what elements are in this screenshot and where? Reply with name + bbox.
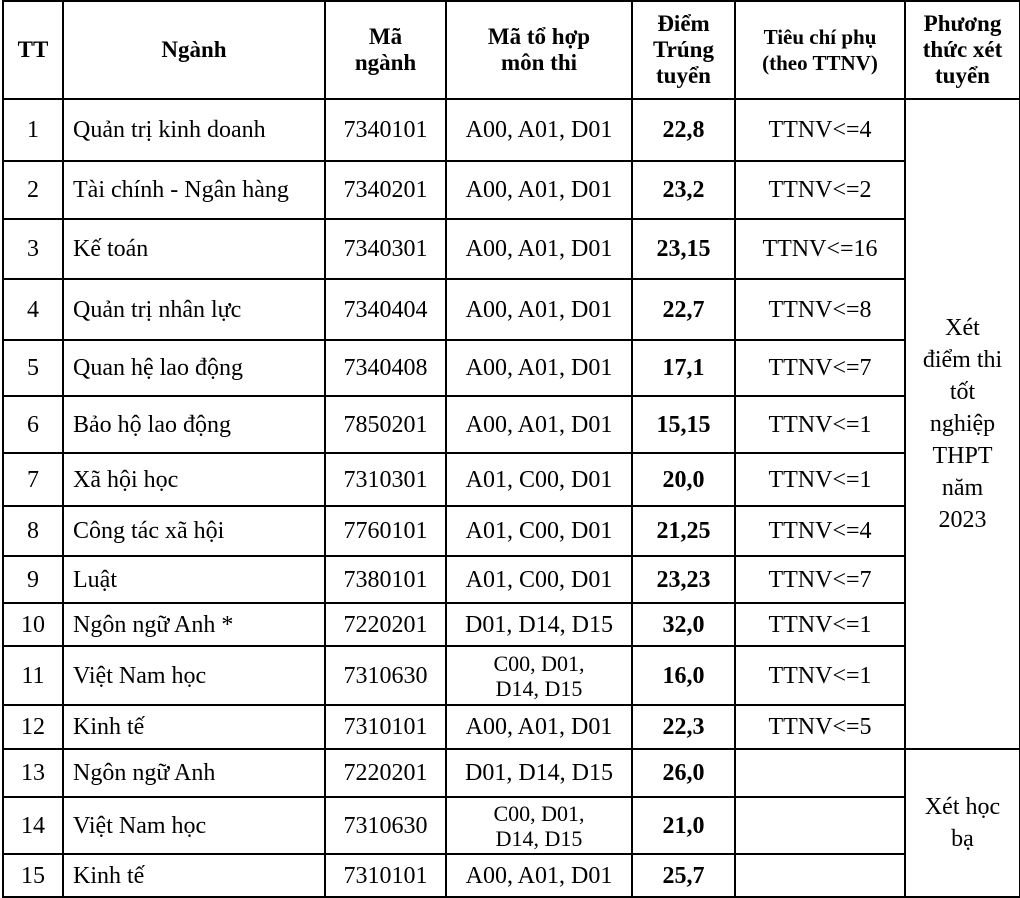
row-ttnv: TTNV<=1 — [735, 396, 905, 453]
row-diem: 17,1 — [632, 340, 735, 396]
row-ttnv — [735, 854, 905, 897]
row-ma-nganh: 7310101 — [325, 854, 446, 897]
row-nganh: Tài chính - Ngân hàng — [63, 161, 325, 219]
to-hop-line: D14, D15 — [495, 675, 583, 701]
table-row — [3, 279, 1020, 340]
row-to-hop — [446, 340, 632, 396]
to-hop-line: A01, C00, D01 — [465, 566, 613, 593]
method-line: bạ — [951, 826, 974, 852]
header-nganh: Ngành — [63, 1, 325, 99]
to-hop-line: A01, C00, D01 — [465, 518, 613, 544]
header-tieu-chi: Tiêu chí phụ (theo TTNV) — [735, 1, 905, 99]
to-hop-line: A00, A01, D01 — [465, 355, 613, 381]
row-nganh: Việt Nam học — [63, 797, 325, 854]
table-row — [3, 797, 1020, 854]
row-to-hop — [446, 219, 632, 279]
to-hop-line: D14, D15 — [495, 825, 583, 851]
to-hop-line: A00, A01, D01 — [465, 862, 613, 889]
row-ttnv: TTNV<=1 — [735, 646, 905, 705]
header-phuong-thuc: Phương thức xét tuyển — [905, 1, 1020, 99]
row-diem: 22,7 — [632, 279, 735, 340]
row-tt: 2 — [3, 161, 63, 219]
row-diem: 20,0 — [632, 453, 735, 506]
to-hop-line: A00, A01, D01 — [465, 177, 613, 203]
row-diem: 21,0 — [632, 797, 735, 854]
row-tt: 9 — [3, 556, 63, 603]
to-hop-line: C00, D01, — [493, 650, 585, 676]
row-diem: 21,25 — [632, 506, 735, 556]
row-nganh: Luật — [63, 556, 325, 603]
to-hop-line: D01, D14, D15 — [465, 611, 613, 638]
row-to-hop — [446, 603, 632, 646]
row-tt: 4 — [3, 279, 63, 340]
row-diem: 25,7 — [632, 854, 735, 897]
to-hop-line: A01, C00, D01 — [465, 466, 613, 493]
row-tt: 5 — [3, 340, 63, 396]
row-ma-nganh: 7340201 — [325, 161, 446, 219]
row-diem: 23,23 — [632, 556, 735, 603]
table-row — [3, 99, 1020, 161]
to-hop-line: A00, A01, D01 — [465, 236, 613, 262]
row-to-hop — [446, 797, 632, 854]
table-row — [3, 646, 1020, 705]
row-tt: 14 — [3, 797, 63, 854]
table-row — [3, 556, 1020, 603]
row-ma-nganh: 7220201 — [325, 749, 446, 797]
row-to-hop — [446, 279, 632, 340]
table-row — [3, 453, 1020, 506]
table-row — [3, 603, 1020, 646]
method-line: Xét — [945, 315, 980, 341]
to-hop-line: A00, A01, D01 — [465, 296, 613, 323]
row-diem: 26,0 — [632, 749, 735, 797]
header-row — [3, 1, 1020, 99]
row-ma-nganh: 7310630 — [325, 797, 446, 854]
method-line: điểm thi — [922, 347, 1003, 373]
row-ma-nganh: 7340404 — [325, 279, 446, 340]
row-ma-nganh: 7380101 — [325, 556, 446, 603]
row-tt: 15 — [3, 854, 63, 897]
row-nganh: Bảo hộ lao động — [63, 396, 325, 453]
to-hop-line: D01, D14, D15 — [465, 760, 613, 786]
row-ma-nganh: 7310101 — [325, 705, 446, 749]
row-to-hop — [446, 453, 632, 506]
row-tt: 12 — [3, 705, 63, 749]
row-to-hop — [446, 161, 632, 219]
table-row — [3, 506, 1020, 556]
table-row — [3, 219, 1020, 279]
row-ma-nganh: 7220201 — [325, 603, 446, 646]
row-ma-nganh: 7340101 — [325, 99, 446, 161]
row-tt: 8 — [3, 506, 63, 556]
row-nganh: Ngôn ngữ Anh — [63, 749, 325, 797]
admission-score-table — [2, 0, 1020, 898]
row-ma-nganh: 7310301 — [325, 453, 446, 506]
table-row — [3, 396, 1020, 453]
row-to-hop — [446, 396, 632, 453]
table-row — [3, 340, 1020, 396]
row-diem: 23,15 — [632, 219, 735, 279]
row-nganh: Ngôn ngữ Anh * — [63, 603, 325, 646]
row-to-hop — [446, 749, 632, 797]
row-tt: 3 — [3, 219, 63, 279]
method-line: Xét học — [924, 794, 1001, 820]
row-to-hop — [446, 646, 632, 705]
header-diem: Điểm Trúng tuyển — [632, 1, 735, 99]
method-line: THPT — [932, 443, 993, 469]
row-ma-nganh: 7760101 — [325, 506, 446, 556]
row-ttnv: TTNV<=4 — [735, 99, 905, 161]
method-line: 2023 — [938, 507, 987, 533]
row-to-hop — [446, 99, 632, 161]
row-diem: 22,3 — [632, 705, 735, 749]
method-thpt — [905, 99, 1020, 749]
row-ma-nganh: 7340408 — [325, 340, 446, 396]
row-tt: 1 — [3, 99, 63, 161]
row-tt: 11 — [3, 646, 63, 705]
row-ttnv — [735, 797, 905, 854]
row-diem: 16,0 — [632, 646, 735, 705]
method-line: năm — [941, 475, 984, 501]
method-line: nghiệp — [929, 411, 996, 437]
row-nganh: Quan hệ lao động — [63, 340, 325, 396]
row-ttnv: TTNV<=7 — [735, 556, 905, 603]
to-hop-line: A00, A01, D01 — [465, 411, 613, 438]
row-ttnv: TTNV<=16 — [735, 219, 905, 279]
row-ttnv: TTNV<=4 — [735, 506, 905, 556]
row-to-hop — [446, 556, 632, 603]
table-row — [3, 749, 1020, 797]
row-diem: 23,2 — [632, 161, 735, 219]
row-tt: 10 — [3, 603, 63, 646]
row-ma-nganh: 7340301 — [325, 219, 446, 279]
header-tt: TT — [3, 1, 63, 99]
row-tt: 6 — [3, 396, 63, 453]
row-diem: 15,15 — [632, 396, 735, 453]
method-hoc-ba — [905, 749, 1020, 897]
row-ma-nganh: 7310630 — [325, 646, 446, 705]
table-row — [3, 705, 1020, 749]
row-nganh: Kế toán — [63, 219, 325, 279]
row-to-hop — [446, 705, 632, 749]
row-tt: 7 — [3, 453, 63, 506]
row-diem: 32,0 — [632, 603, 735, 646]
to-hop-line: A00, A01, D01 — [465, 117, 613, 143]
row-nganh: Quản trị kinh doanh — [63, 99, 325, 161]
row-nganh: Quản trị nhân lực — [63, 279, 325, 340]
to-hop-line: C00, D01, — [493, 800, 585, 826]
row-to-hop — [446, 506, 632, 556]
row-diem: 22,8 — [632, 99, 735, 161]
table-row — [3, 854, 1020, 897]
method-line: tốt — [949, 379, 976, 405]
row-nganh: Việt Nam học — [63, 646, 325, 705]
table-row — [3, 161, 1020, 219]
row-ttnv: TTNV<=2 — [735, 161, 905, 219]
row-tt: 13 — [3, 749, 63, 797]
row-ttnv: TTNV<=7 — [735, 340, 905, 396]
row-ttnv: TTNV<=1 — [735, 453, 905, 506]
row-nganh: Kinh tế — [63, 854, 325, 897]
row-ttnv: TTNV<=1 — [735, 603, 905, 646]
header-ma-to-hop: Mã tổ hợp môn thi — [446, 1, 632, 99]
row-to-hop — [446, 854, 632, 897]
row-ma-nganh: 7850201 — [325, 396, 446, 453]
to-hop-line: A00, A01, D01 — [465, 714, 613, 740]
row-nganh: Công tác xã hội — [63, 506, 325, 556]
row-ttnv — [735, 749, 905, 797]
row-ttnv: TTNV<=5 — [735, 705, 905, 749]
row-nganh: Xã hội học — [63, 453, 325, 506]
row-ttnv: TTNV<=8 — [735, 279, 905, 340]
header-ma-nganh: Mã ngành — [325, 1, 446, 99]
row-nganh: Kinh tế — [63, 705, 325, 749]
